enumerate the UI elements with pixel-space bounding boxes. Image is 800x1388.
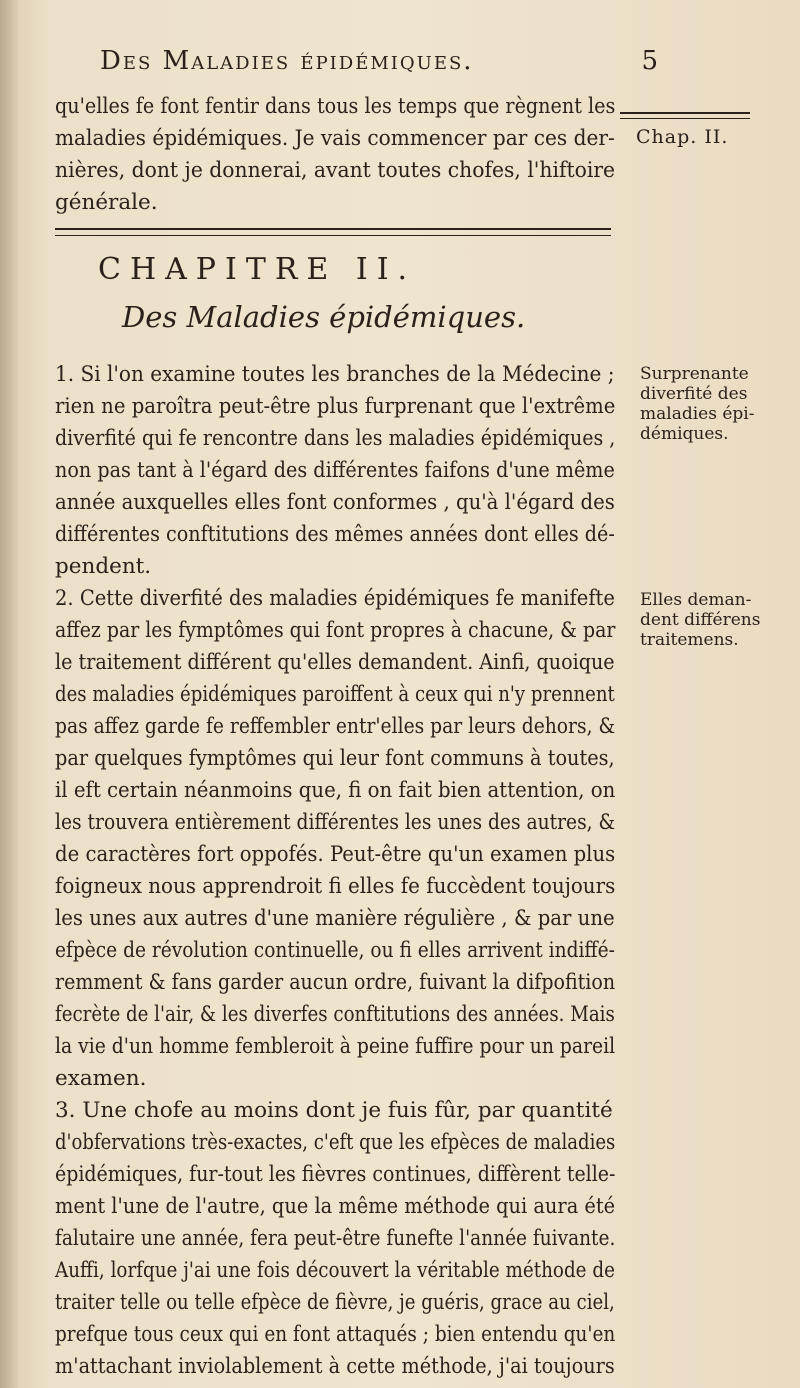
text-line: d'obfervations très-exactes, c'eft que les efpèces de maladies xyxy=(55,1130,616,1155)
text-line: efpèce de révolution continuelle, ou fi elles arrivent indiffé- xyxy=(55,938,615,963)
text-line: falutaire une année, fera peut-être funefte l'année fuivante. xyxy=(55,1226,616,1251)
text-line: fecrète de l'air, & les diverfes conftitutions des années. Mais xyxy=(55,1002,615,1027)
text-line: le traitement différent qu'elles demandent. Ainfi, quoique xyxy=(55,650,615,675)
text-line: diverfité qui fe rencontre dans les maladies épidémiques , xyxy=(55,426,616,451)
text-line: 1. Si l'on examine toutes les branches de la Médecine ; xyxy=(55,362,615,387)
text-line: remment & fans garder aucun ordre, fuivant la difpofition xyxy=(55,970,616,995)
text-line: maladies épidémiques. Je vais commencer par ces der- xyxy=(55,126,615,151)
text-line: par quelques fymptômes qui leur font communs à toutes, xyxy=(55,746,615,771)
text-line: les trouvera entièrement différentes les unes des autres, & xyxy=(55,810,616,835)
page-number: 5 xyxy=(641,46,660,76)
running-head-title: Des Maladies épidémiques. xyxy=(100,46,474,76)
text-line: Auffi, lorfque j'ai une fois découvert la véritable méthode de xyxy=(55,1258,615,1283)
text-line: foigneux nous apprendroit fi elles fe fuccèdent toujours xyxy=(55,874,616,899)
margin-note: Surprenante diverfité des maladies épi- démiques. xyxy=(640,364,755,444)
text-line: différentes conftitutions des mêmes années dont elles dé- xyxy=(55,522,615,547)
text-line: il eft certain néanmoins que, fi on fait bien attention, on xyxy=(55,778,616,803)
page-spine-shadow xyxy=(0,0,18,1388)
text-line: non pas tant à l'égard des différentes faifons d'une même xyxy=(55,458,615,483)
running-head xyxy=(100,46,660,76)
text-line: de caractères fort oppofés. Peut-être qu'un examen plus xyxy=(55,842,616,867)
text-line: prefque tous ceux qui en font attaqués ; bien entendu qu'en xyxy=(55,1322,616,1347)
text-line: affez par les fymptômes qui font propres à chacune, & par xyxy=(55,618,616,643)
text-line: rien ne paroîtra peut-être plus furprenant que l'extrême xyxy=(55,394,616,419)
chapter-subtitle: Des Maladies épidémiques. xyxy=(122,300,526,334)
text-line: 3. Une chofe au moins dont je fuis fûr, par quantité xyxy=(55,1098,613,1123)
text-line: nières, dont je donnerai, avant toutes chofes, l'hiftoire xyxy=(55,158,616,183)
text-line: la vie d'un homme fembleroit à peine fuffire pour un pareil xyxy=(55,1034,616,1059)
text-line: pendent. xyxy=(55,554,152,579)
text-line: ment l'une de l'autre, que la même méthode qui aura été xyxy=(55,1194,616,1219)
margin-note: Elles deman- dent différens traitemens. xyxy=(640,590,761,650)
text-line: traiter telle ou telle efpèce de fièvre, je guéris, grace au ciel, xyxy=(55,1290,615,1315)
text-line: m'attachant inviolablement à cette méthode, j'ai toujours xyxy=(55,1354,615,1379)
chapter-margin-label: Chap. II. xyxy=(636,126,729,148)
text-line: les unes aux autres d'une manière régulière , & par une xyxy=(55,906,615,931)
text-line: année auxquelles elles font conformes , qu'à l'égard des xyxy=(55,490,615,515)
text-line: 2. Cette diverfité des maladies épidémiques fe manifefte xyxy=(55,586,615,611)
text-line: des maladies épidémiques paroiffent à ceux qui n'y prennent xyxy=(55,682,615,707)
chapter-rule xyxy=(55,228,611,236)
text-line: épidémiques, fur-tout les fièvres continues, diffèrent telle- xyxy=(55,1162,616,1187)
text-line: générale. xyxy=(55,190,158,215)
text-line: qu'elles fe font fentir dans tous les temps que règnent les xyxy=(55,94,616,119)
text-line: pas affez garde fe reffembler entr'elles par leurs dehors, & xyxy=(55,714,616,739)
chapter-title: CHAPITRE II. xyxy=(98,252,417,287)
margin-rule xyxy=(620,112,750,119)
text-line: examen. xyxy=(55,1066,147,1091)
